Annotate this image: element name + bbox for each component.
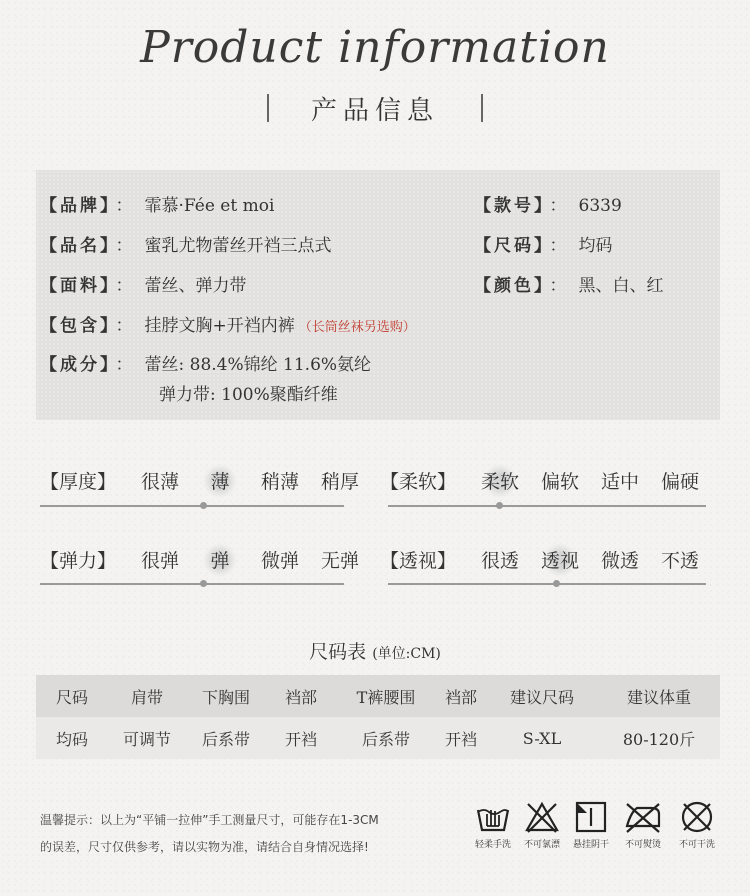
info-separator: ： [115,236,133,256]
care-label: 悬挂阴干 [572,840,609,850]
size-table-cell: 后系带 [201,729,250,749]
info-separator: ： [115,196,133,216]
thickness-scale-line [40,505,344,507]
size-table-header: T裤腰围 [356,687,416,707]
size-table-header: 肩带 [130,687,163,707]
size-table-cell: 可调节 [122,729,171,749]
info-composition-key: 【成分】 [40,355,112,375]
tip-line2: 的误差，尺寸仅供参考，请以实物为准，请结合自身情况选择! [40,840,369,854]
softness-scale-line [388,505,706,507]
attr-softness-label: 【柔软】 [380,471,457,493]
info-composition-line1: 蕾丝: 88.4%锦纶 11.6%氨纶 [144,355,372,375]
attr-option: 适中 [600,471,639,493]
size-table-title-text: 尺码表 [309,641,367,663]
attr-elasticity [40,546,370,573]
size-table-header: 下胸围 [201,687,250,707]
attr-option: 微弹 [260,550,299,572]
attr-softness [380,467,710,494]
hang-dry-icon [573,800,609,834]
elasticity-scale-marker [200,580,207,587]
info-includes [40,311,416,336]
attr-option: 稍薄 [260,471,299,493]
size-table-cell: S-XL [522,728,562,748]
size-table-cell: 80-120斤 [622,729,696,749]
care-label: 不可熨烫 [624,840,661,850]
info-color-key: 【颜色】 [474,276,546,296]
attr-option: 很薄 [140,471,179,493]
softness-scale-marker [496,502,503,509]
size-table-cell: 后系带 [361,729,410,749]
info-brand-key: 【品牌】 [40,196,112,216]
care-no-bleach [519,800,565,850]
elasticity-scale-line [40,583,344,585]
subtitle-block [0,88,750,128]
attr-option: 无弹 [320,550,359,572]
info-name-value: 蜜乳尤物蕾丝开裆三点式 [144,236,332,256]
info-fabric-value: 蕾丝、弹力带 [144,276,247,296]
info-includes-value: 挂脖文胸+开裆内裤 [144,316,295,336]
attr-option: 偏硬 [660,471,699,493]
thickness-scale-marker [200,502,207,509]
product-info-box [36,170,720,420]
info-model [474,191,622,216]
info-model-value: 6339 [578,196,622,216]
size-table-header: 建议体重 [626,687,691,707]
size-table [36,675,720,759]
attr-thickness-label: 【厚度】 [40,471,117,493]
attr-option-selected: 薄 [190,467,250,494]
info-brand [40,191,274,216]
attr-option: 稍厚 [320,471,359,493]
attr-elasticity-label: 【弹力】 [40,550,117,572]
divider-right [481,94,483,122]
attr-option: 不透 [660,550,699,572]
no-bleach-icon [524,800,560,834]
care-hand-wash [470,800,516,850]
size-table-header: 建议尺码 [509,687,574,707]
attr-option: 很弹 [140,550,179,572]
attr-thickness [40,467,370,494]
info-separator: ： [115,276,133,296]
info-composition [40,350,371,375]
attr-option-selected: 透视 [530,546,590,573]
care-no-iron [620,800,666,850]
size-table-cell: 均码 [55,729,88,749]
info-includes-note: （长筒丝袜另选购） [298,320,416,335]
attr-option-selected: 柔软 [470,467,530,494]
size-table-cell: 开裆 [284,729,317,749]
info-name [40,231,332,256]
tip-line1: 温馨提示：以上为“平铺一拉伸”手工测量尺寸，可能存在1-3CM [40,813,379,827]
transparency-scale-line [388,583,706,585]
attr-option: 很透 [480,550,519,572]
care-label: 不可氯漂 [523,840,560,850]
no-iron-icon [623,800,663,834]
info-size-key: 【尺码】 [474,236,546,256]
care-hang-dry [568,800,614,850]
attr-option-selected: 弹 [190,546,250,573]
care-label: 不可干洗 [678,840,715,850]
info-composition-line2: 弹力带: 100%聚酯纤维 [159,385,338,405]
info-model-key: 【款号】 [474,196,546,216]
info-size [474,231,613,256]
info-includes-key: 【包含】 [40,316,112,336]
info-separator: ： [115,316,133,336]
info-fabric [40,271,247,296]
info-separator: ： [549,196,567,216]
attr-transparency [380,546,710,573]
info-fabric-key: 【面料】 [40,276,112,296]
size-table-header: 尺码 [55,687,88,707]
attr-transparency-label: 【透视】 [380,550,457,572]
info-separator: ： [115,355,133,375]
hand-wash-icon [475,800,511,834]
attr-option: 微透 [600,550,639,572]
page-subtitle: 产品信息 [310,95,439,126]
size-table-header: 裆部 [284,687,317,707]
info-color-value: 黑、白、红 [578,276,664,296]
size-table-header-row [36,675,720,717]
no-dry-clean-icon [679,800,715,834]
attr-option: 偏软 [540,471,579,493]
info-brand-value: 霏慕·Fée et moi [144,196,275,216]
info-color [474,271,664,296]
size-table-header: 裆部 [444,687,477,707]
size-table-cell: 开裆 [444,729,477,749]
info-separator: ： [549,276,567,296]
care-label: 轻柔手洗 [474,840,511,850]
table-row [36,717,720,759]
transparency-scale-marker [553,580,560,587]
size-table-title [0,637,750,664]
info-separator: ： [549,236,567,256]
info-name-key: 【品名】 [40,236,112,256]
care-no-dry-clean [674,800,720,850]
divider-left [267,94,269,122]
page-title: Product information [140,22,610,73]
size-table-unit: (单位:CM) [372,646,441,662]
info-size-value: 均码 [578,236,613,256]
